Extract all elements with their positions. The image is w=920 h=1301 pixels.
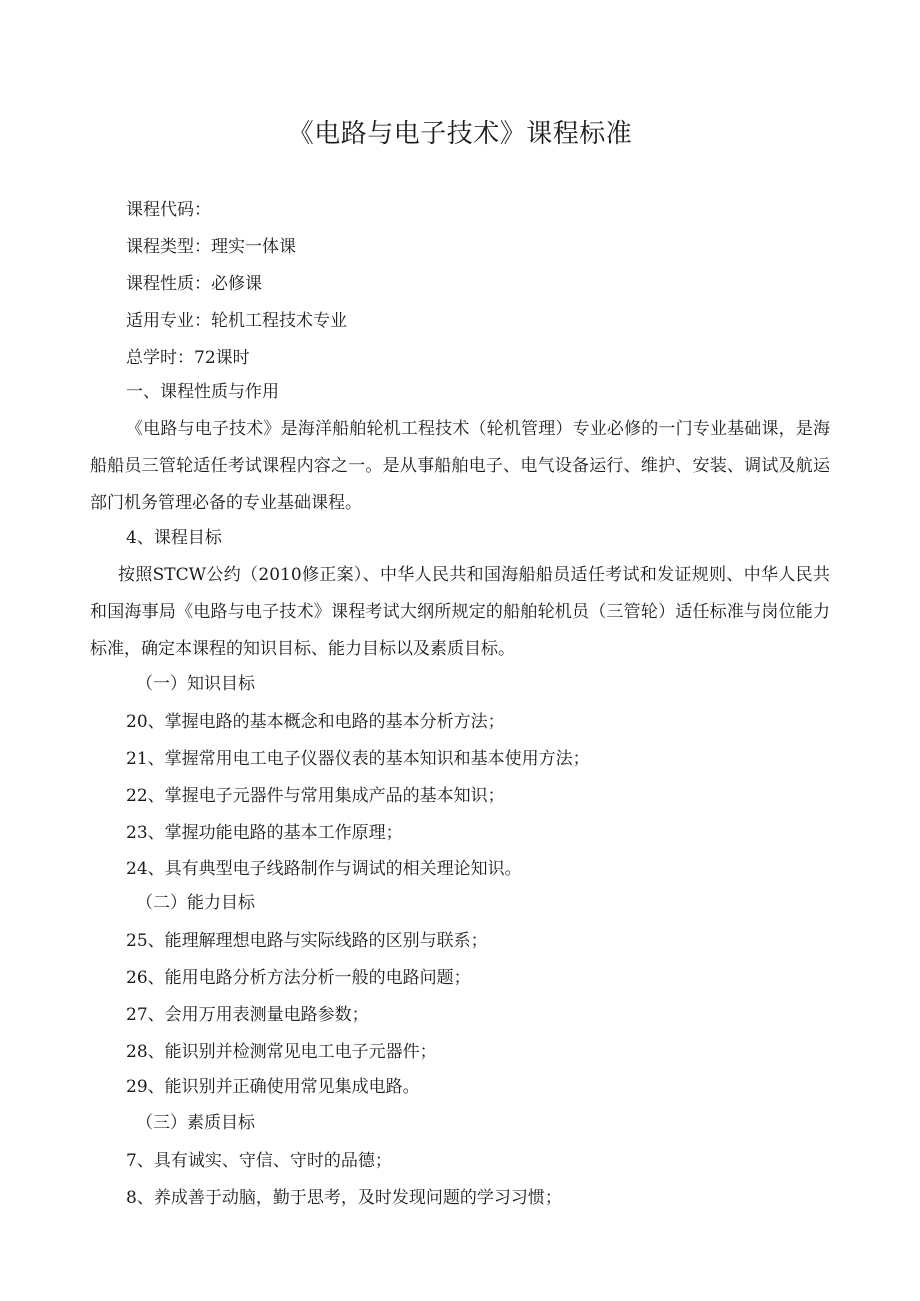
knowledge-item: 23、掌握功能电路的基本工作原理； bbox=[126, 823, 403, 843]
ability-heading: （二）能力目标 bbox=[136, 893, 255, 913]
knowledge-heading: （一）知识目标 bbox=[136, 674, 255, 694]
total-hours: 总学时：72课时 bbox=[126, 348, 250, 368]
applicable-major: 适用专业：轮机工程技术专业 bbox=[126, 311, 347, 331]
ability-item: 25、能理解理想电路与实际线路的区别与联系； bbox=[126, 931, 488, 951]
knowledge-item: 20、掌握电路的基本概念和电路的基本分析方法； bbox=[126, 712, 505, 732]
ability-item: 29、能识别并正确使用常见集成电路。 bbox=[126, 1077, 420, 1097]
course-nature: 课程性质：必修课 bbox=[126, 274, 262, 294]
knowledge-item: 22、掌握电子元器件与常用集成产品的基本知识； bbox=[126, 786, 505, 806]
ability-item: 26、能用电路分析方法分析一般的电路问题； bbox=[126, 968, 471, 988]
section1-paragraph: 《电路与电子技术》是海洋船舶轮机工程技术（轮机管理）专业必修的一门专业基础课，是海船船员三管轮适任考试课程内容之一。是从事船舶电子、电气设备运行、维护、安装、调试及航运部门机务管理必备的专业基础课程。 bbox=[90, 419, 830, 513]
section4-heading: 4、课程目标 bbox=[126, 528, 222, 548]
ability-item: 28、能识别并检测常见电工电子元器件； bbox=[126, 1042, 437, 1062]
course-type: 课程类型：理实一体课 bbox=[126, 237, 296, 257]
knowledge-item: 21、掌握常用电工电子仪器仪表的基本知识和基本使用方法； bbox=[126, 749, 590, 769]
quality-item: 7、具有诚实、守信、守时的品德； bbox=[126, 1151, 392, 1171]
knowledge-item: 24、具有典型电子线路制作与调试的相关理论知识。 bbox=[126, 859, 522, 879]
quality-heading: （三）素质目标 bbox=[136, 1113, 255, 1133]
quality-item: 8、养成善于动脑，勤于思考，及时发现问题的学习习惯； bbox=[126, 1188, 562, 1208]
course-code: 课程代码： bbox=[126, 200, 211, 220]
section1-heading: 一、课程性质与作用 bbox=[126, 382, 279, 402]
section4-paragraph: 按照STCW公约（2010修正案）、中华人民共和国海船船员适任考试和发证规则、中华人民共和国海事局《电路与电子技术》课程考试大纲所规定的船舶轮机员（三管轮）适任标准与岗位能力标准，确定本课程的知识目标、能力目标以及素质目标。 bbox=[90, 565, 830, 659]
document-title: 《电路与电子技术》课程标准 bbox=[287, 119, 633, 149]
ability-item: 27、会用万用表测量电路参数； bbox=[126, 1005, 369, 1025]
